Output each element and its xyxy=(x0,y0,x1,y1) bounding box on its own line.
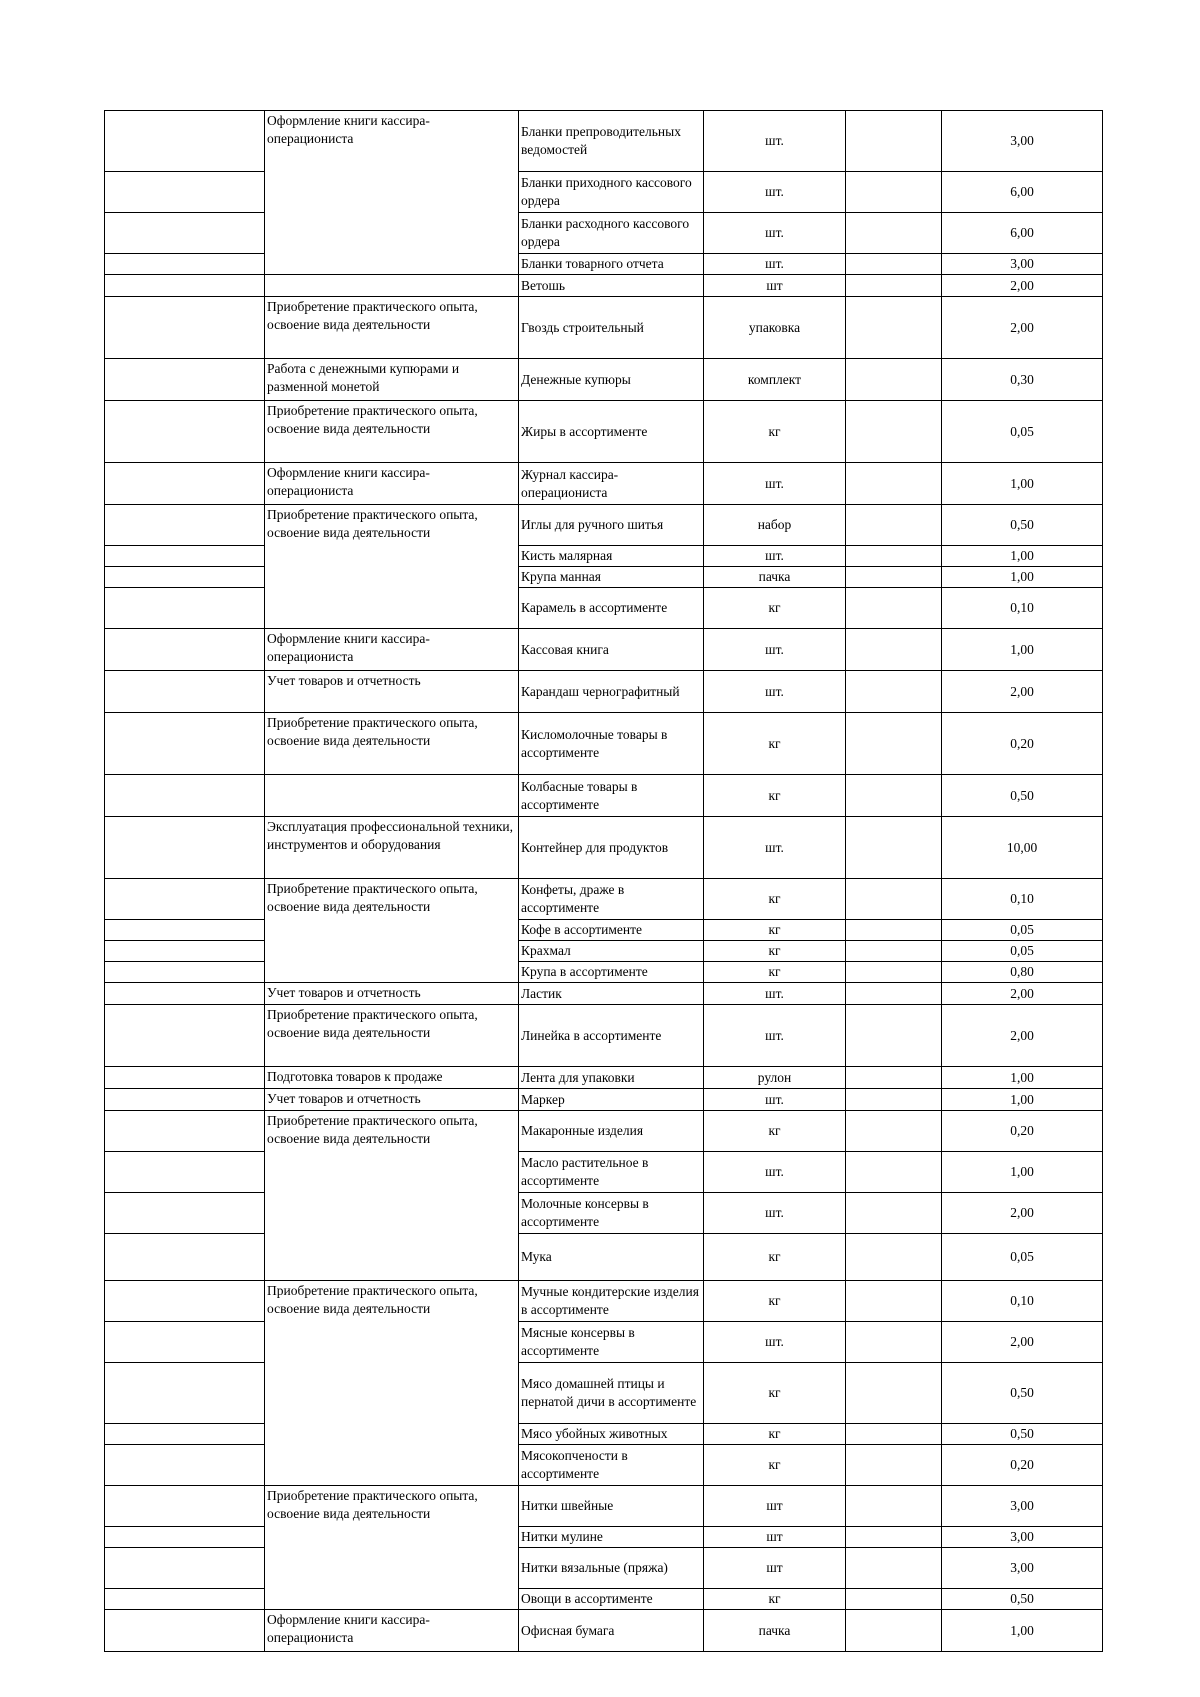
row-blank-cell xyxy=(105,1486,265,1527)
quantity-cell: 2,00 xyxy=(942,1322,1103,1363)
table-row xyxy=(105,1152,1103,1193)
unit-cell: кг xyxy=(704,962,846,983)
row-blank-cell xyxy=(846,213,942,254)
quantity-cell: 0,50 xyxy=(942,505,1103,546)
quantity-cell: 0,20 xyxy=(942,1445,1103,1486)
table-row xyxy=(105,463,1103,505)
row-blank-cell xyxy=(105,713,265,775)
item-name-cell: Бланки расходного кассового ордера xyxy=(519,213,704,254)
quantity-cell: 0,50 xyxy=(942,1363,1103,1424)
item-name-cell: Бланки приходного кассового ордера xyxy=(519,172,704,213)
row-blank-cell xyxy=(846,671,942,713)
row-blank-cell xyxy=(105,1322,265,1363)
quantity-cell: 3,00 xyxy=(942,254,1103,275)
quantity-cell: 6,00 xyxy=(942,172,1103,213)
row-blank-cell xyxy=(846,1111,942,1152)
item-name-cell: Офисная бумага xyxy=(519,1610,704,1652)
table-row xyxy=(105,297,1103,359)
table-row xyxy=(105,1005,1103,1067)
table-row xyxy=(105,1363,1103,1424)
purpose-cell: Учет товаров и отчетность xyxy=(265,671,519,713)
unit-cell: шт. xyxy=(704,1005,846,1067)
purpose-cell: Приобретение практического опыта, освоение вида деятельности xyxy=(265,1281,519,1486)
unit-cell: шт xyxy=(704,275,846,297)
row-blank-cell xyxy=(846,1445,942,1486)
row-blank-cell xyxy=(105,297,265,359)
unit-cell: кг xyxy=(704,1234,846,1281)
quantity-cell: 0,20 xyxy=(942,713,1103,775)
row-blank-cell xyxy=(846,546,942,567)
item-name-cell: Гвоздь строительный xyxy=(519,297,704,359)
row-blank-cell xyxy=(105,254,265,275)
purpose-cell: Приобретение практического опыта, освоение вида деятельности xyxy=(265,1111,519,1281)
row-blank-cell xyxy=(846,359,942,401)
quantity-cell: 2,00 xyxy=(942,275,1103,297)
row-blank-cell xyxy=(846,567,942,588)
row-blank-cell xyxy=(105,879,265,920)
table-row xyxy=(105,920,1103,941)
item-name-cell: Контейнер для продуктов xyxy=(519,817,704,879)
row-blank-cell xyxy=(846,401,942,463)
row-blank-cell xyxy=(846,1322,942,1363)
quantity-cell: 1,00 xyxy=(942,546,1103,567)
unit-cell: шт. xyxy=(704,817,846,879)
row-blank-cell xyxy=(105,1363,265,1424)
purpose-cell: Приобретение практического опыта, освоение вида деятельности xyxy=(265,713,519,775)
row-blank-cell xyxy=(105,941,265,962)
table-row xyxy=(105,567,1103,588)
purpose-cell: Учет товаров и отчетность xyxy=(265,983,519,1005)
row-blank-cell xyxy=(105,1005,265,1067)
table-row xyxy=(105,962,1103,983)
unit-cell: кг xyxy=(704,401,846,463)
purpose-cell xyxy=(265,275,519,297)
unit-cell: шт. xyxy=(704,1193,846,1234)
row-blank-cell xyxy=(105,505,265,546)
item-name-cell: Кисломолочные товары в ассортименте xyxy=(519,713,704,775)
quantity-cell: 3,00 xyxy=(942,1486,1103,1527)
table-row xyxy=(105,172,1103,213)
table-row xyxy=(105,1445,1103,1486)
row-blank-cell xyxy=(105,401,265,463)
unit-cell: шт. xyxy=(704,983,846,1005)
item-name-cell: Нитки мулине xyxy=(519,1527,704,1548)
materials-table-body xyxy=(105,111,1103,1652)
purpose-cell: Оформление книги кассира-операциониста xyxy=(265,463,519,505)
row-blank-cell xyxy=(105,629,265,671)
table-row xyxy=(105,546,1103,567)
row-blank-cell xyxy=(846,1610,942,1652)
row-blank-cell xyxy=(846,879,942,920)
table-row xyxy=(105,1548,1103,1589)
purpose-cell: Эксплуатация профессиональной техники, инструментов и оборудования xyxy=(265,817,519,879)
unit-cell: кг xyxy=(704,775,846,817)
item-name-cell: Мясо домашней птицы и пернатой дичи в ассортименте xyxy=(519,1363,704,1424)
unit-cell: шт. xyxy=(704,463,846,505)
row-blank-cell xyxy=(105,111,265,172)
row-blank-cell xyxy=(105,1424,265,1445)
item-name-cell: Кассовая книга xyxy=(519,629,704,671)
unit-cell: шт xyxy=(704,1527,846,1548)
row-blank-cell xyxy=(105,983,265,1005)
table-row xyxy=(105,1111,1103,1152)
quantity-cell: 2,00 xyxy=(942,1193,1103,1234)
item-name-cell: Бланки препроводительных ведомостей xyxy=(519,111,704,172)
table-row xyxy=(105,275,1103,297)
item-name-cell: Крупа манная xyxy=(519,567,704,588)
unit-cell: кг xyxy=(704,1281,846,1322)
item-name-cell: Мясокопчености в ассортименте xyxy=(519,1445,704,1486)
row-blank-cell xyxy=(846,629,942,671)
table-row xyxy=(105,1234,1103,1281)
purpose-cell: Приобретение практического опыта, освоение вида деятельности xyxy=(265,401,519,463)
row-blank-cell xyxy=(846,920,942,941)
row-blank-cell xyxy=(846,463,942,505)
item-name-cell: Журнал кассира-операциониста xyxy=(519,463,704,505)
item-name-cell: Линейка в ассортименте xyxy=(519,1005,704,1067)
unit-cell: шт. xyxy=(704,1089,846,1111)
table-row xyxy=(105,1424,1103,1445)
table-row xyxy=(105,401,1103,463)
quantity-cell: 1,00 xyxy=(942,1152,1103,1193)
quantity-cell: 0,10 xyxy=(942,1281,1103,1322)
table-row xyxy=(105,879,1103,920)
purpose-cell: Оформление книги кассира-операциониста xyxy=(265,629,519,671)
row-blank-cell xyxy=(846,1005,942,1067)
table-row xyxy=(105,1610,1103,1652)
row-blank-cell xyxy=(846,1548,942,1589)
row-blank-cell xyxy=(105,463,265,505)
unit-cell: кг xyxy=(704,588,846,629)
unit-cell: шт. xyxy=(704,254,846,275)
row-blank-cell xyxy=(846,962,942,983)
unit-cell: шт. xyxy=(704,213,846,254)
row-blank-cell xyxy=(846,1067,942,1089)
item-name-cell: Кофе в ассортименте xyxy=(519,920,704,941)
unit-cell: кг xyxy=(704,1589,846,1610)
row-blank-cell xyxy=(105,817,265,879)
table-row xyxy=(105,1527,1103,1548)
item-name-cell: Жиры в ассортименте xyxy=(519,401,704,463)
purpose-cell: Оформление книги кассира-операциониста xyxy=(265,111,519,275)
table-row xyxy=(105,254,1103,275)
item-name-cell: Масло растительное в ассортименте xyxy=(519,1152,704,1193)
item-name-cell: Молочные консервы в ассортименте xyxy=(519,1193,704,1234)
row-blank-cell xyxy=(846,1486,942,1527)
table-row xyxy=(105,111,1103,172)
row-blank-cell xyxy=(105,1089,265,1111)
quantity-cell: 0,50 xyxy=(942,775,1103,817)
quantity-cell: 2,00 xyxy=(942,1005,1103,1067)
item-name-cell: Нитки швейные xyxy=(519,1486,704,1527)
materials-table xyxy=(104,110,1103,1652)
unit-cell: кг xyxy=(704,920,846,941)
row-blank-cell xyxy=(846,1363,942,1424)
row-blank-cell xyxy=(846,1527,942,1548)
table-row xyxy=(105,588,1103,629)
unit-cell: кг xyxy=(704,1363,846,1424)
row-blank-cell xyxy=(846,297,942,359)
purpose-cell xyxy=(265,775,519,817)
item-name-cell: Ветошь xyxy=(519,275,704,297)
row-blank-cell xyxy=(846,254,942,275)
purpose-cell: Работа с денежными купюрами и разменной монетой xyxy=(265,359,519,401)
unit-cell: шт. xyxy=(704,546,846,567)
unit-cell: кг xyxy=(704,1111,846,1152)
item-name-cell: Макаронные изделия xyxy=(519,1111,704,1152)
item-name-cell: Овощи в ассортименте xyxy=(519,1589,704,1610)
row-blank-cell xyxy=(846,1234,942,1281)
row-blank-cell xyxy=(105,567,265,588)
row-blank-cell xyxy=(105,546,265,567)
table-row xyxy=(105,1589,1103,1610)
unit-cell: шт xyxy=(704,1548,846,1589)
quantity-cell: 0,80 xyxy=(942,962,1103,983)
quantity-cell: 0,50 xyxy=(942,1589,1103,1610)
quantity-cell: 1,00 xyxy=(942,629,1103,671)
quantity-cell: 6,00 xyxy=(942,213,1103,254)
quantity-cell: 10,00 xyxy=(942,817,1103,879)
item-name-cell: Мясо убойных животных xyxy=(519,1424,704,1445)
quantity-cell: 3,00 xyxy=(942,1527,1103,1548)
table-row xyxy=(105,1322,1103,1363)
item-name-cell: Крахмал xyxy=(519,941,704,962)
unit-cell: кг xyxy=(704,713,846,775)
item-name-cell: Колбасные товары в ассортименте xyxy=(519,775,704,817)
table-row xyxy=(105,1486,1103,1527)
row-blank-cell xyxy=(846,588,942,629)
item-name-cell: Лента для упаковки xyxy=(519,1067,704,1089)
item-name-cell: Нитки вязальные (пряжа) xyxy=(519,1548,704,1589)
purpose-cell: Приобретение практического опыта, освоение вида деятельности xyxy=(265,879,519,983)
unit-cell: шт. xyxy=(704,671,846,713)
table-row xyxy=(105,505,1103,546)
table-row xyxy=(105,983,1103,1005)
table-row xyxy=(105,1281,1103,1322)
quantity-cell: 0,05 xyxy=(942,941,1103,962)
quantity-cell: 3,00 xyxy=(942,111,1103,172)
row-blank-cell xyxy=(105,1610,265,1652)
purpose-cell: Приобретение практического опыта, освоение вида деятельности xyxy=(265,505,519,629)
row-blank-cell xyxy=(105,1111,265,1152)
item-name-cell: Карандаш чернографитный xyxy=(519,671,704,713)
row-blank-cell xyxy=(846,713,942,775)
quantity-cell: 2,00 xyxy=(942,671,1103,713)
row-blank-cell xyxy=(105,920,265,941)
item-name-cell: Ластик xyxy=(519,983,704,1005)
unit-cell: шт. xyxy=(704,172,846,213)
item-name-cell: Мука xyxy=(519,1234,704,1281)
purpose-cell: Приобретение практического опыта, освоение вида деятельности xyxy=(265,1486,519,1610)
row-blank-cell xyxy=(105,1067,265,1089)
row-blank-cell xyxy=(846,505,942,546)
purpose-cell: Оформление книги кассира-операциониста xyxy=(265,1610,519,1652)
unit-cell: рулон xyxy=(704,1067,846,1089)
table-row xyxy=(105,817,1103,879)
unit-cell: кг xyxy=(704,1445,846,1486)
unit-cell: пачка xyxy=(704,567,846,588)
row-blank-cell xyxy=(105,1152,265,1193)
row-blank-cell xyxy=(105,275,265,297)
item-name-cell: Мучные кондитерские изделия в ассортименте xyxy=(519,1281,704,1322)
quantity-cell: 2,00 xyxy=(942,983,1103,1005)
table-row xyxy=(105,629,1103,671)
quantity-cell: 1,00 xyxy=(942,463,1103,505)
table-row xyxy=(105,941,1103,962)
purpose-cell: Приобретение практического опыта, освоение вида деятельности xyxy=(265,297,519,359)
unit-cell: набор xyxy=(704,505,846,546)
row-blank-cell xyxy=(105,1548,265,1589)
row-blank-cell xyxy=(846,817,942,879)
unit-cell: комплект xyxy=(704,359,846,401)
row-blank-cell xyxy=(105,213,265,254)
unit-cell: упаковка xyxy=(704,297,846,359)
item-name-cell: Бланки товарного отчета xyxy=(519,254,704,275)
row-blank-cell xyxy=(846,1424,942,1445)
row-blank-cell xyxy=(105,775,265,817)
row-blank-cell xyxy=(105,962,265,983)
row-blank-cell xyxy=(105,588,265,629)
row-blank-cell xyxy=(846,1281,942,1322)
table-row xyxy=(105,1193,1103,1234)
purpose-cell: Учет товаров и отчетность xyxy=(265,1089,519,1111)
quantity-cell: 0,30 xyxy=(942,359,1103,401)
unit-cell: пачка xyxy=(704,1610,846,1652)
row-blank-cell xyxy=(846,775,942,817)
unit-cell: шт. xyxy=(704,629,846,671)
row-blank-cell xyxy=(105,172,265,213)
row-blank-cell xyxy=(846,941,942,962)
item-name-cell: Крупа в ассортименте xyxy=(519,962,704,983)
row-blank-cell xyxy=(846,1089,942,1111)
row-blank-cell xyxy=(846,1152,942,1193)
row-blank-cell xyxy=(105,1445,265,1486)
unit-cell: кг xyxy=(704,1424,846,1445)
item-name-cell: Иглы для ручного шитья xyxy=(519,505,704,546)
quantity-cell: 0,05 xyxy=(942,1234,1103,1281)
item-name-cell: Карамель в ассортименте xyxy=(519,588,704,629)
table-row xyxy=(105,1067,1103,1089)
table-row xyxy=(105,359,1103,401)
quantity-cell: 1,00 xyxy=(942,567,1103,588)
quantity-cell: 0,05 xyxy=(942,401,1103,463)
item-name-cell: Денежные купюры xyxy=(519,359,704,401)
item-name-cell: Маркер xyxy=(519,1089,704,1111)
row-blank-cell xyxy=(105,1527,265,1548)
row-blank-cell xyxy=(105,1193,265,1234)
quantity-cell: 1,00 xyxy=(942,1067,1103,1089)
quantity-cell: 0,10 xyxy=(942,588,1103,629)
quantity-cell: 0,20 xyxy=(942,1111,1103,1152)
purpose-cell: Подготовка товаров к продаже xyxy=(265,1067,519,1089)
row-blank-cell xyxy=(846,983,942,1005)
row-blank-cell xyxy=(105,671,265,713)
row-blank-cell xyxy=(846,1589,942,1610)
quantity-cell: 2,00 xyxy=(942,297,1103,359)
table-row xyxy=(105,213,1103,254)
row-blank-cell xyxy=(846,1193,942,1234)
table-row xyxy=(105,1089,1103,1111)
quantity-cell: 0,10 xyxy=(942,879,1103,920)
quantity-cell: 0,05 xyxy=(942,920,1103,941)
item-name-cell: Конфеты, драже в ассортименте xyxy=(519,879,704,920)
unit-cell: шт. xyxy=(704,1322,846,1363)
quantity-cell: 3,00 xyxy=(942,1548,1103,1589)
row-blank-cell xyxy=(105,1589,265,1610)
table-row xyxy=(105,713,1103,775)
row-blank-cell xyxy=(846,172,942,213)
quantity-cell: 1,00 xyxy=(942,1610,1103,1652)
row-blank-cell xyxy=(105,1281,265,1322)
row-blank-cell xyxy=(105,359,265,401)
row-blank-cell xyxy=(846,111,942,172)
table-row xyxy=(105,671,1103,713)
unit-cell: шт. xyxy=(704,1152,846,1193)
unit-cell: шт xyxy=(704,1486,846,1527)
quantity-cell: 1,00 xyxy=(942,1089,1103,1111)
unit-cell: кг xyxy=(704,941,846,962)
quantity-cell: 0,50 xyxy=(942,1424,1103,1445)
row-blank-cell xyxy=(846,275,942,297)
item-name-cell: Мясные консервы в ассортименте xyxy=(519,1322,704,1363)
item-name-cell: Кисть малярная xyxy=(519,546,704,567)
row-blank-cell xyxy=(105,1234,265,1281)
unit-cell: кг xyxy=(704,879,846,920)
unit-cell: шт. xyxy=(704,111,846,172)
purpose-cell: Приобретение практического опыта, освоение вида деятельности xyxy=(265,1005,519,1067)
table-row xyxy=(105,775,1103,817)
